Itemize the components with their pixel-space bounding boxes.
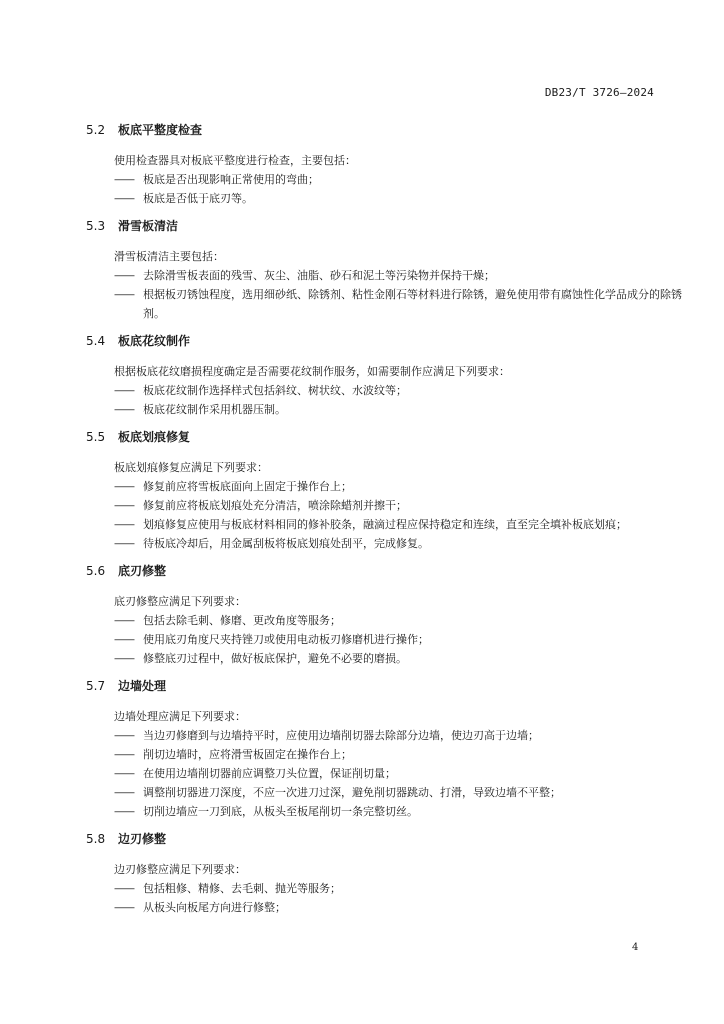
section-number: 5.7 — [86, 679, 106, 693]
list-item-text: 待板底冷却后，用金属刮板将板底划痕处刮平，完成修复。 — [143, 537, 429, 550]
list-dash: —— — [114, 480, 134, 493]
list-item — [114, 802, 683, 821]
list-item — [114, 745, 683, 764]
section-intro: 根据板底花纹磨损程度确定是否需要花纹制作服务，如需要制作应满足下列要求： — [114, 365, 510, 378]
list-dash: —— — [114, 748, 134, 761]
section-intro: 边墙处理应满足下列要求： — [114, 710, 246, 723]
section-intro: 边刃修整应满足下列要求： — [114, 863, 246, 876]
list-item-text: 当边刃修磨到与边墙持平时，应使用边墙削切器去除部分边墙，使边刃高于边墙； — [143, 729, 539, 742]
section-5-8 — [86, 831, 656, 917]
list-item — [114, 783, 683, 802]
section-5-5 — [86, 429, 656, 559]
list-dash: —— — [114, 173, 134, 186]
list-item-text: 在使用边墙削切器前应调整刀头位置，保证削切量； — [143, 767, 396, 780]
list-item — [114, 726, 683, 745]
list-dash: —— — [114, 288, 134, 301]
list-item — [114, 381, 683, 400]
section-5-4 — [86, 333, 656, 425]
list-dash: —— — [114, 767, 134, 780]
list-item — [114, 496, 683, 515]
section-intro: 底刃修整应满足下列要求： — [114, 595, 246, 608]
list-item-text: 板底花纹制作采用机器压制。 — [143, 403, 286, 416]
list-item-text: 切削边墙应一刀到底，从板头至板尾削切一条完整切丝。 — [143, 805, 418, 818]
section-title: 边墙处理 — [118, 679, 167, 693]
list-item — [114, 266, 683, 285]
list-dash: —— — [114, 614, 134, 627]
section-heading — [86, 122, 656, 138]
page-number: 4 — [632, 942, 639, 953]
section-5-3 — [86, 218, 682, 329]
list-item — [114, 285, 683, 323]
list-item — [114, 515, 683, 534]
section-heading — [86, 831, 656, 847]
list-dash: —— — [114, 882, 134, 895]
section-number: 5.3 — [86, 219, 106, 233]
list-item-text: 根据板刃锈蚀程度，选用细砂纸、除锈剂、粘性金刚石等材料进行除锈，避免使用带有腐蚀性化学品成分的除锈剂。 — [143, 288, 682, 320]
list-dash: —— — [114, 652, 134, 665]
list-item-text: 包括粗修、精修、去毛刺、抛光等服务； — [143, 882, 341, 895]
section-title: 板底花纹制作 — [118, 334, 191, 348]
list-item-text: 去除滑雪板表面的残雪、灰尘、油脂、砂石和泥土等污染物并保持干燥； — [143, 269, 495, 282]
list-dash: —— — [114, 269, 134, 282]
section-5-7 — [86, 678, 656, 827]
section-title: 滑雪板清洁 — [118, 219, 179, 233]
section-intro: 板底划痕修复应满足下列要求： — [114, 461, 268, 474]
list-dash: —— — [114, 403, 134, 416]
list-item — [114, 170, 683, 189]
list-item — [114, 879, 683, 898]
list-item — [114, 611, 683, 630]
list-dash: —— — [114, 729, 134, 742]
list-item-text: 调整削切器进刀深度，不应一次进刀过深，避免削切器跳动、打滑，导致边墙不平整； — [143, 786, 561, 799]
list-item-text: 板底花纹制作选择样式包括斜纹、树状纹、水波纹等； — [143, 384, 407, 397]
list-item-text: 削切边墙时，应将滑雪板固定在操作台上； — [143, 748, 352, 761]
section-number: 5.8 — [86, 832, 106, 846]
section-title: 底刃修整 — [118, 564, 167, 578]
list-item-text: 修复前应将雪板底面向上固定于操作台上； — [143, 480, 352, 493]
list-dash: —— — [114, 805, 134, 818]
list-item-text: 使用底刃角度尺夹持锉刀或使用电动板刃修磨机进行操作； — [143, 633, 429, 646]
section-number: 5.4 — [86, 334, 106, 348]
section-title: 板底平整度检查 — [118, 123, 203, 137]
list-item-text: 从板头向板尾方向进行修整； — [143, 901, 286, 914]
list-item — [114, 898, 683, 917]
list-dash: —— — [114, 633, 134, 646]
section-heading — [86, 678, 656, 694]
section-title: 边刃修整 — [118, 832, 167, 846]
list-item — [114, 630, 683, 649]
section-number: 5.5 — [86, 430, 106, 444]
section-heading — [86, 429, 656, 445]
list-item-text: 包括去除毛刺、修磨、更改角度等服务； — [143, 614, 341, 627]
section-heading — [86, 563, 656, 579]
list-dash: —— — [114, 518, 134, 531]
list-item — [114, 649, 683, 668]
section-5-6 — [86, 563, 656, 674]
section-title: 板底划痕修复 — [118, 430, 191, 444]
list-dash: —— — [114, 537, 134, 550]
section-heading — [86, 218, 656, 234]
section-number: 5.6 — [86, 564, 106, 578]
list-item — [114, 400, 683, 419]
section-5-2 — [86, 122, 656, 214]
list-item-text: 修整底刃过程中，做好板底保护，避免不必要的磨损。 — [143, 652, 407, 665]
section-intro: 滑雪板清洁主要包括： — [114, 250, 224, 263]
list-dash: —— — [114, 499, 134, 512]
list-item-text: 板底是否出现影响正常使用的弯曲； — [143, 173, 319, 186]
list-item-text: 板底是否低于底刃等。 — [143, 192, 253, 205]
list-item — [114, 764, 683, 783]
section-intro: 使用检查器具对板底平整度进行检查，主要包括： — [114, 154, 356, 167]
list-dash: —— — [114, 384, 134, 397]
section-number: 5.2 — [86, 123, 106, 137]
list-dash: —— — [114, 901, 134, 914]
list-item — [114, 189, 683, 208]
list-item-text: 划痕修复应使用与板底材料相同的修补胶条，融滴过程应保持稳定和连续，直至完全填补板底划痕； — [143, 518, 627, 531]
list-item — [114, 534, 683, 553]
section-heading — [86, 333, 656, 349]
document-body — [86, 118, 682, 917]
list-dash: —— — [114, 786, 134, 799]
document-code: DB23/T 3726—2024 — [544, 86, 654, 99]
list-item-text: 修复前应将板底划痕处充分清洁，喷涂除蜡剂并擦干； — [143, 499, 407, 512]
list-item — [114, 477, 683, 496]
list-dash: —— — [114, 192, 134, 205]
